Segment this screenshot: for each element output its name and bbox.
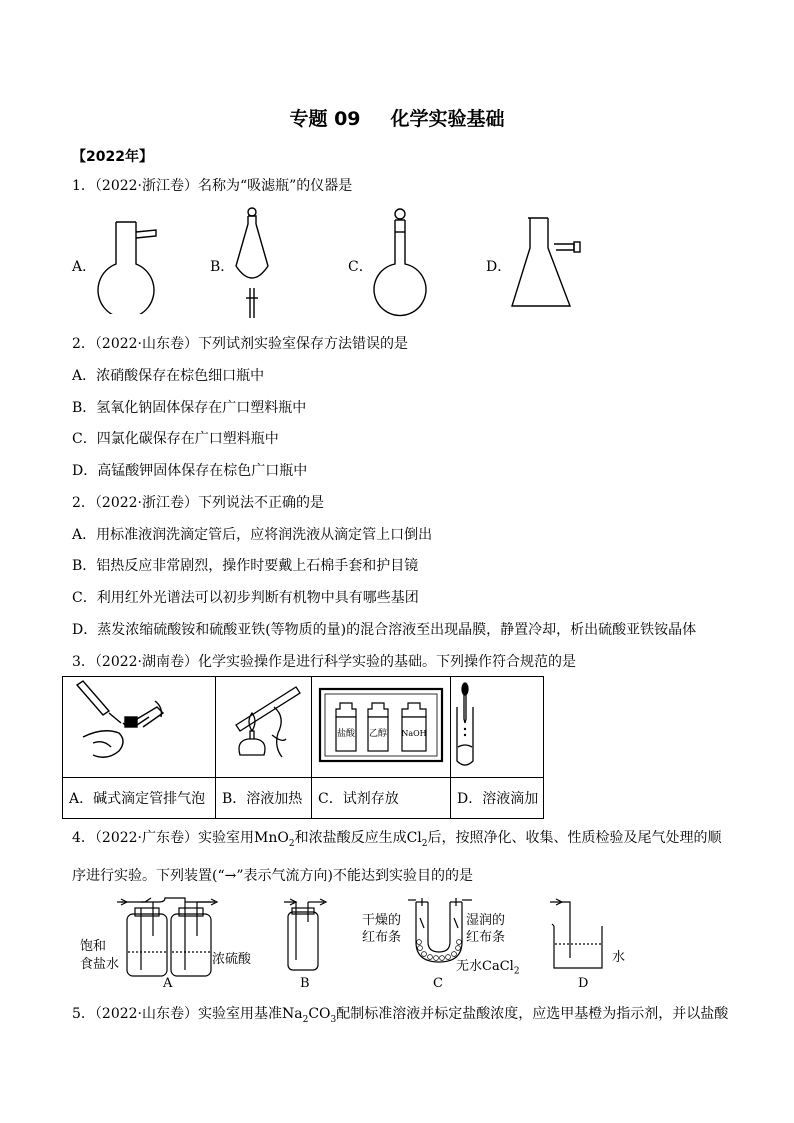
- burette-bubble-removal-icon: [63, 677, 215, 773]
- page-title: 专题 09 化学实验基础: [289, 108, 505, 130]
- q2a-option-c: C．四氯化碳保存在广口塑料瓶中: [72, 431, 279, 447]
- volumetric-flask-icon: [370, 206, 430, 318]
- q3-operations-table: [62, 676, 544, 819]
- q2a-stem: 2．（2022·山东卷）下列试剂实验室保存方法错误的是: [72, 336, 408, 352]
- apparatus-b-gas-bottle-icon: [282, 898, 328, 972]
- q3-figure-a: [63, 677, 216, 778]
- q4-stem-line1: 4．（2022·广东卷）实验室用MnO$_2$和浓盐酸反应生成$Cl_2$后，按照净化、收集、性质检验及尾气处理的顺: [72, 830, 722, 849]
- q1-option-b: B．: [210, 259, 235, 275]
- q3-stem: 3．（2022·湖南卷）化学实验操作是进行科学实验的基础。下列操作符合规范的是: [72, 654, 576, 670]
- q3-caption-a: A．碱式滴定管排气泡: [63, 778, 216, 819]
- q5-stem: 5．（2022·山东卷）实验室用基准$Na_2CO_3$配制标准溶液并标定盐酸浓度，应选甲基橙为指示剂，并以盐酸: [72, 1006, 729, 1025]
- q3-figure-c: [312, 677, 451, 778]
- q1-option-c: C．: [348, 259, 373, 275]
- reagent-shelf-icon: [312, 677, 450, 773]
- q3-caption-d: D．溶液滴加: [451, 778, 544, 819]
- q2a-option-a: A．浓硝酸保存在棕色细口瓶中: [72, 368, 265, 384]
- q2b-option-c: C．利用红外光谱法可以初步判断有机物中具有哪些基团: [72, 590, 419, 606]
- q3-figure-b: [216, 677, 312, 778]
- q4-apparatus-a: A: [163, 976, 173, 991]
- bottle-label-ethanol: 乙醇: [368, 729, 388, 739]
- q3-figure-d: [451, 677, 544, 778]
- year-tag: 【2022年】: [72, 149, 153, 165]
- q4-apparatus-c: C: [433, 976, 443, 991]
- q1-option-a: A．: [72, 259, 97, 275]
- q4-label-cacl2: 无水CaCl$_2$: [456, 959, 520, 977]
- bottle-label-naoh: NaOH: [401, 729, 427, 738]
- heating-test-tube-icon: [216, 677, 311, 773]
- apparatus-a-wash-bottles-icon: [115, 896, 225, 978]
- q4-apparatus-b: B: [300, 976, 310, 991]
- separatory-funnel-icon: [232, 206, 272, 324]
- q4-stem-line2: 序进行实验。下列装置(“→”表示气流方向)不能达到实验目的的是: [72, 868, 473, 884]
- q4-label-h2so4: 浓硫酸: [212, 952, 252, 967]
- apparatus-d-beaker-icon: [548, 898, 614, 972]
- q4-label-water: 水: [612, 950, 626, 965]
- q1-stem: 1．（2022·浙江卷）名称为“吸滤瓶”的仪器是: [72, 178, 353, 194]
- q2a-option-b: B．氢氧化钠固体保存在广口塑料瓶中: [72, 400, 307, 416]
- q3-caption-b: B．溶液加热: [216, 778, 312, 819]
- q2b-stem: 2．（2022·浙江卷）下列说法不正确的是: [72, 495, 324, 511]
- dropper-test-tube-icon: [451, 677, 543, 773]
- q2b-option-b: B．铝热反应非常剧烈，操作时要戴上石棉手套和护目镜: [72, 558, 419, 574]
- q2b-option-a: A．用标准液润洗滴定管后，应将润洗液从滴定管上口倒出: [72, 527, 433, 543]
- q4-label-wet-cloth: 湿润的 红布条: [466, 913, 506, 945]
- q4-apparatus-d: D: [578, 976, 589, 991]
- q4-label-dry-cloth: 干燥的 红布条: [362, 913, 402, 945]
- q1-option-d: D．: [486, 259, 512, 275]
- q2a-option-d: D．高锰酸钾固体保存在棕色广口瓶中: [72, 463, 308, 479]
- suction-flask-icon: [508, 214, 586, 310]
- q4-label-brine: 饱和 食盐水: [80, 939, 120, 972]
- round-flask-side-arm-icon: [94, 214, 164, 314]
- q2b-option-d: D．蒸发浓缩硫酸铵和硫酸亚铁(等物质的量)的混合溶液至出现晶膜，静置冷却，析出硫酸亚铁铵晶体: [72, 622, 697, 638]
- bottle-label-hcl: 盐酸: [336, 729, 356, 739]
- q3-caption-c: C．试剂存放: [312, 778, 451, 819]
